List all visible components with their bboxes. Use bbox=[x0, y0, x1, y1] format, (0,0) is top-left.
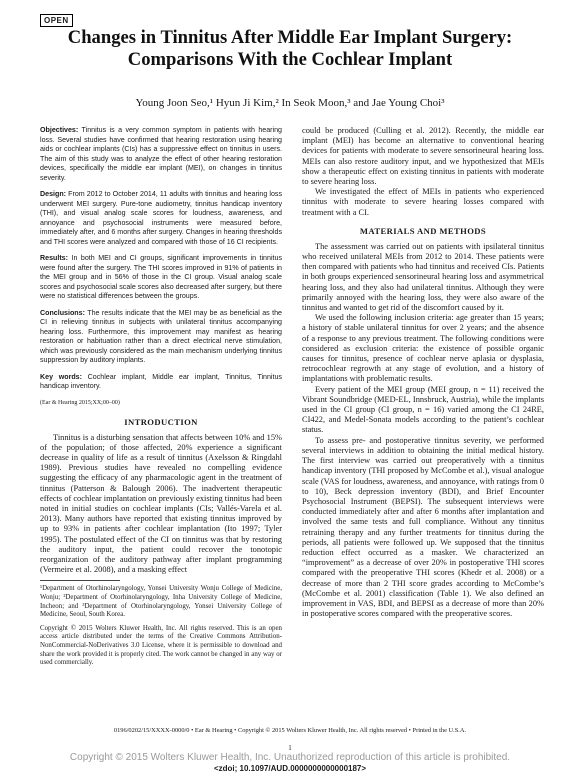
journal-citation: (Ear & Hearing 2015;XX;00–00) bbox=[40, 399, 120, 406]
results-label: Results: bbox=[40, 254, 68, 262]
methods-paragraph-3: Every patient of the MEI group (MEI group, n = 11) received the Vibrant Soundbridge (MED-EL, Innsbruck, Austria), while the implants used in the CI group (CI group, n = 16) varied among the CI 24RE, CI422, and Medel-Sonata models according to the patient’s cochlear status. bbox=[302, 384, 544, 435]
keywords-text: Cochlear implant, Middle ear implant, Tinnitus, Tinnitus handicap inventory. bbox=[40, 372, 282, 390]
keywords-label: Key words: bbox=[40, 372, 82, 381]
abstract-results bbox=[40, 254, 282, 302]
objectives-label: Objectives: bbox=[40, 126, 79, 134]
introduction-heading: INTRODUCTION bbox=[124, 416, 198, 427]
copyright-watermark: Copyright © 2015 Wolters Kluwer Health, Inc. Unauthorized reproduction of this article is prohibited. bbox=[69, 752, 511, 763]
article-title: Changes in Tinnitus After Middle Ear Implant Surgery: Comparisons With the Cochlear Implant bbox=[67, 27, 513, 70]
author-list: Young Joon Seo,¹ Hyun Ji Kim,² In Seok Moon,³ and Jae Young Choi³ bbox=[135, 97, 445, 109]
conclusions-label: Conclusions: bbox=[40, 308, 85, 317]
introduction-paragraph: Tinnitus is a disturbing sensation that affects between 10% and 15% of the population; of those affected, 20% experience a significant decrease in quality of life as a result of tinnitus (Axelsson & Ringdahl 1989). Previous studies have revealed no compelling evidence suggesting the efficacy of any pharmacologic agent in the treatment of tinnitus (Patterson & Balough 2006). The inadvertent therapeutic effects of cochlear implantation on previously existing tinnitus had been noted in initial studies on cochlear implants (CIs; Vallés-Varela et al. 2013). Many authors have reported that existing tinnitus improved by up to 93% in patients after cochlear implantation (Ito 1997; Tyler 1995). The postulated effect of the CI on tinnitus was that by restoring the auditory input, the patient could recover the tonotopic reorganization of the auditory pathway after implant programming (Vermeire et al. 2008), and a masking effect bbox=[40, 432, 282, 575]
methods-paragraph-2: We used the following inclusion criteria: age greater than 15 years; a history of stable unilateral tinnitus for over 2 years; and the absence of a response to any previous treatment. The following conditions were considered as exclusion criteria: the existence of possible organic causes for tinnitus, presence of cochlear nerve aplasia or dysplasia, retrocochlear regrowth at any stage of evolution, and a history of implantations with problematic results. bbox=[302, 313, 544, 384]
right-column bbox=[302, 126, 544, 619]
abstract-design bbox=[40, 190, 282, 247]
left-column bbox=[40, 126, 282, 673]
conclusions-text: The results indicate that the MEI may be as beneficial as the CI in relieving tinnitus in subjects with unilateral tinnitus accompanying hearing loss. Furthermore, this improvement may manifest as hearing restoration or habituation rather than a direct electrical nerve stimulation, which was previously considered as the main mechanism underlying tinnitus suppression by auditory implants. bbox=[40, 308, 282, 364]
footnote-divider bbox=[40, 580, 120, 581]
copyright-notice: Copyright © 2015 Wolters Kluwer Health, Inc. All rights reserved. This is an open access article distributed under the terms of the Creative Commons Attribution-NonCommercial-NoDerivatives 3.0 License, where it is permissible to download and share the work provided it is properly cited. The work cannot be changed in any way or used commercially. bbox=[40, 624, 282, 667]
intro-continued-paragraph: could be produced (Culling et al. 2012). Recently, the middle ear implant (MEI) has become an alternative to conventional hearing devices for patients with moderate to severe sensorineural hearing loss. MEIs can also restore auditory input, and we hypothesized that MEIs show a therapeutic effect on existing tinnitus in patients with moderate to severe hearing loss. bbox=[302, 126, 544, 187]
open-access-badge: OPEN bbox=[40, 14, 73, 27]
methods-paragraph-1: The assessment was carried out on patients with ipsilateral tinnitus who received unilateral MEIs from 2012 to 2014. These patients were then compared with patients who had tinnitus and received CIs. Patients in both groups experienced sensorineural hearing loss and asymmetrical hearing loss, and they also had unilateral tinnitus. Although they were primarily annoyed with the hearing loss, they were also aware of the tinnitus and wanted to get rid of the discomfort caused by it. bbox=[302, 241, 544, 313]
abstract-keywords bbox=[40, 373, 282, 392]
objectives-text: Tinnitus is a very common symptom in patients with hearing loss. Several studies have confirmed that hearing restoration using hearing aids or cochlear implants (CIs) has a suppressive effect on tinnitus in users. The aim of this study was to analyze the effect of other hearing restoration devices, specifically the middle ear implant (MEI), on changes in tinnitus severity. bbox=[40, 126, 282, 182]
journal-footer: 0196/0202/15/XXXX-0000/0 • Ear & Hearing • Copyright © 2015 Wolters Kluwer Health, Inc. All rights reserved • Printed in the U.S.A. bbox=[113, 727, 467, 734]
methods-heading: MATERIALS AND METHODS bbox=[359, 225, 487, 236]
affiliations-footnote: ¹Department of Otorhinolaryngology, Yonsei University Wonju College of Medicine, Wonju; ²Department of Otorhinolaryngology, Inha University College of Medicine, Incheon; and ³Department of Otorhinolaryngology, Yonsei University College of Medicine, Seoul, South Korea. bbox=[40, 585, 282, 619]
abstract-conclusions bbox=[40, 309, 282, 366]
design-text: From 2012 to October 2014, 11 adults with tinnitus and hearing loss underwent MEI surgery. Pure-tone audiometry, tinnitus handicap inventory (THI), and visual analog scale scores for loudness, awareness, and annoyance and psychosocial instruments were measured before, immediately after, and 6 months after surgery. Changes in hearing thresholds and THI scores were analyzed and compared with those of 16 CI recipients. bbox=[40, 190, 282, 246]
design-label: Design: bbox=[40, 190, 67, 198]
results-text: In both MEI and CI groups, significant improvements in tinnitus were found after the surgery. The THI scores improved in 91% of patients in the MEI group and in 56% of those in the CI group. Visual analog scale scores and psychosocial scale scores also decreased after surgery, but there were no statistical differences between the groups. bbox=[40, 254, 282, 300]
intro-aim-paragraph: We investigated the effect of MEIs in patients who experienced tinnitus with moderate to severe hearing losses compared with treatment with a CI. bbox=[302, 187, 544, 217]
abstract-objectives bbox=[40, 126, 282, 183]
methods-paragraph-4: To assess pre- and postoperative tinnitus severity, we performed several interviews in addition to obtaining the initial medical history. The first interview was carried out preoperatively with a tinnitus handicap inventory (THI proposed by McCombe et al.), visual analogue scale (VAS for loudness, awareness, and annoyance, with ratings from 0 to 10), Beck depression inventory (BDI), and Brief Encounter Psychosocial Instrument (BEPSI). The subsequent interviews were conducted immediately after and after 6 months after implantation and involved the same tests and full compliance. Without any tinnitus retraining therapy and any further treatments for tinnitus during the periods, all patients were followed up. We supposed that the tinnitus reduction effect occurred as a masker. We characterized an “improvement” as a decrease of over 20% in postoperative THI scores compared with the preoperative THI scores (Khedr et al. 2008) or a decrease of more than 2 THI score grades according to McCombe’s (McCombe et al. 2001) classification (Table 1). We also defined an improvement in VAS, BDI, and BEPSI as a decrease of more than 20% in postoperative scores compared with the preoperative scores. bbox=[302, 435, 544, 619]
doi-link[interactable]: <zdoi; 10.1097/AUD.0000000000000187> bbox=[213, 764, 367, 773]
page-number: 1 bbox=[288, 744, 292, 752]
